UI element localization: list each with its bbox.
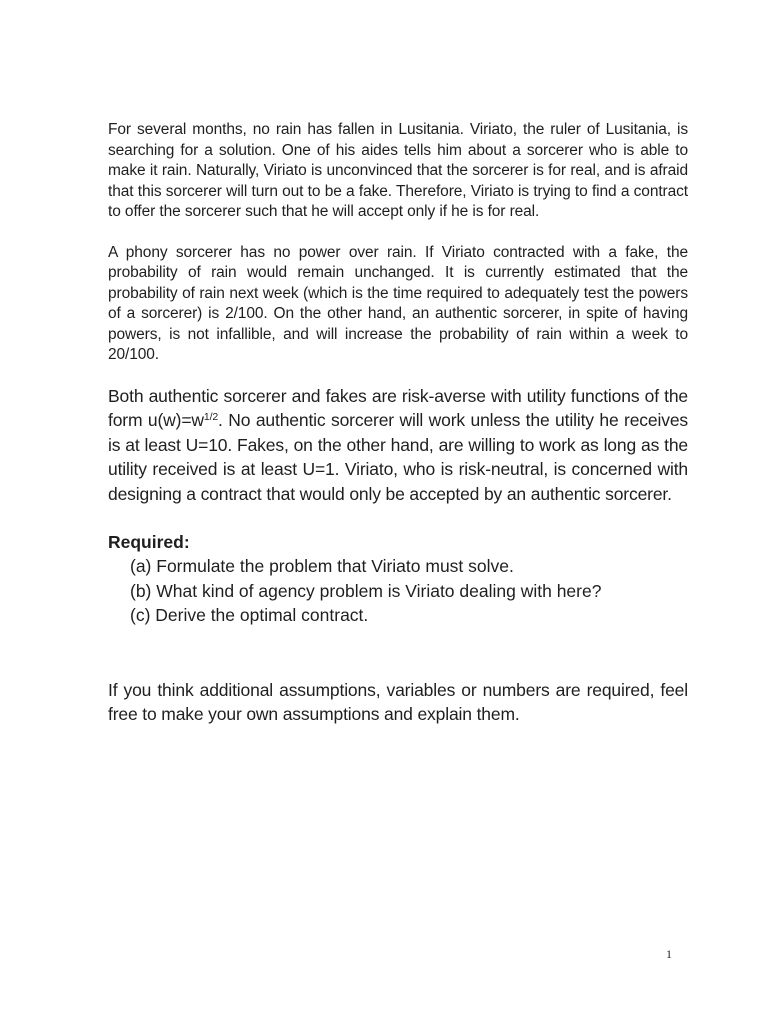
utility-text-end: . No authentic sorcerer will work unless the utility he receives is at least U=10. Fakes, on the other hand, are willing to work as long as the utility received is at least U=1. Viriato, who is risk-neutral, is concerned with designing a contract that would only be accepted by an authentic sorcerer. — [108, 410, 688, 504]
intro-paragraph: For several months, no rain has fallen in Lusitania. Viriato, the ruler of Lusitania, is searching for a solution. One of his aides tells him about a sorcerer who is able to make it rain. Naturally, Viriato is unconvinced that the sorcerer is for real, and is afraid that this sorcerer will turn out to be a fake. Therefore, Viriato is trying to find a contract to offer the sorcerer such that he will accept only if he is for real. — [108, 121, 688, 220]
question-a: (a) Formulate the problem that Viriato must solve. — [130, 556, 514, 576]
question-b: (b) What kind of agency problem is Viriato dealing with here? — [130, 580, 602, 601]
question-list — [108, 554, 688, 628]
question-c: (c) Derive the optimal contract. — [130, 605, 369, 625]
utility-text-start: Both authentic sorcerer and fakes are risk-averse with utility functions of the form u(w)=w — [108, 385, 688, 430]
page-content — [108, 120, 688, 727]
required-heading: Required: — [108, 532, 190, 552]
page-number: 1 — [666, 947, 672, 961]
utility-paragraph — [108, 384, 688, 507]
probability-paragraph: A phony sorcerer has no power over rain. If Viriato contracted with a fake, the probability of rain would remain unchanged. It is currently estimated that the probability of rain next week (which is the time required to adequately test the powers of a sorcerer) is 2/100. On the other hand, an authentic sorcerer, in spite of having powers, is not infallible, and will increase the probability of rain within a week to 20/100. — [108, 243, 688, 363]
assumptions-note: If you think additional assumptions, variables or numbers are required, feel free to make your own assumptions and explain them. — [108, 679, 688, 724]
utility-exponent: 1/2 — [203, 411, 219, 423]
